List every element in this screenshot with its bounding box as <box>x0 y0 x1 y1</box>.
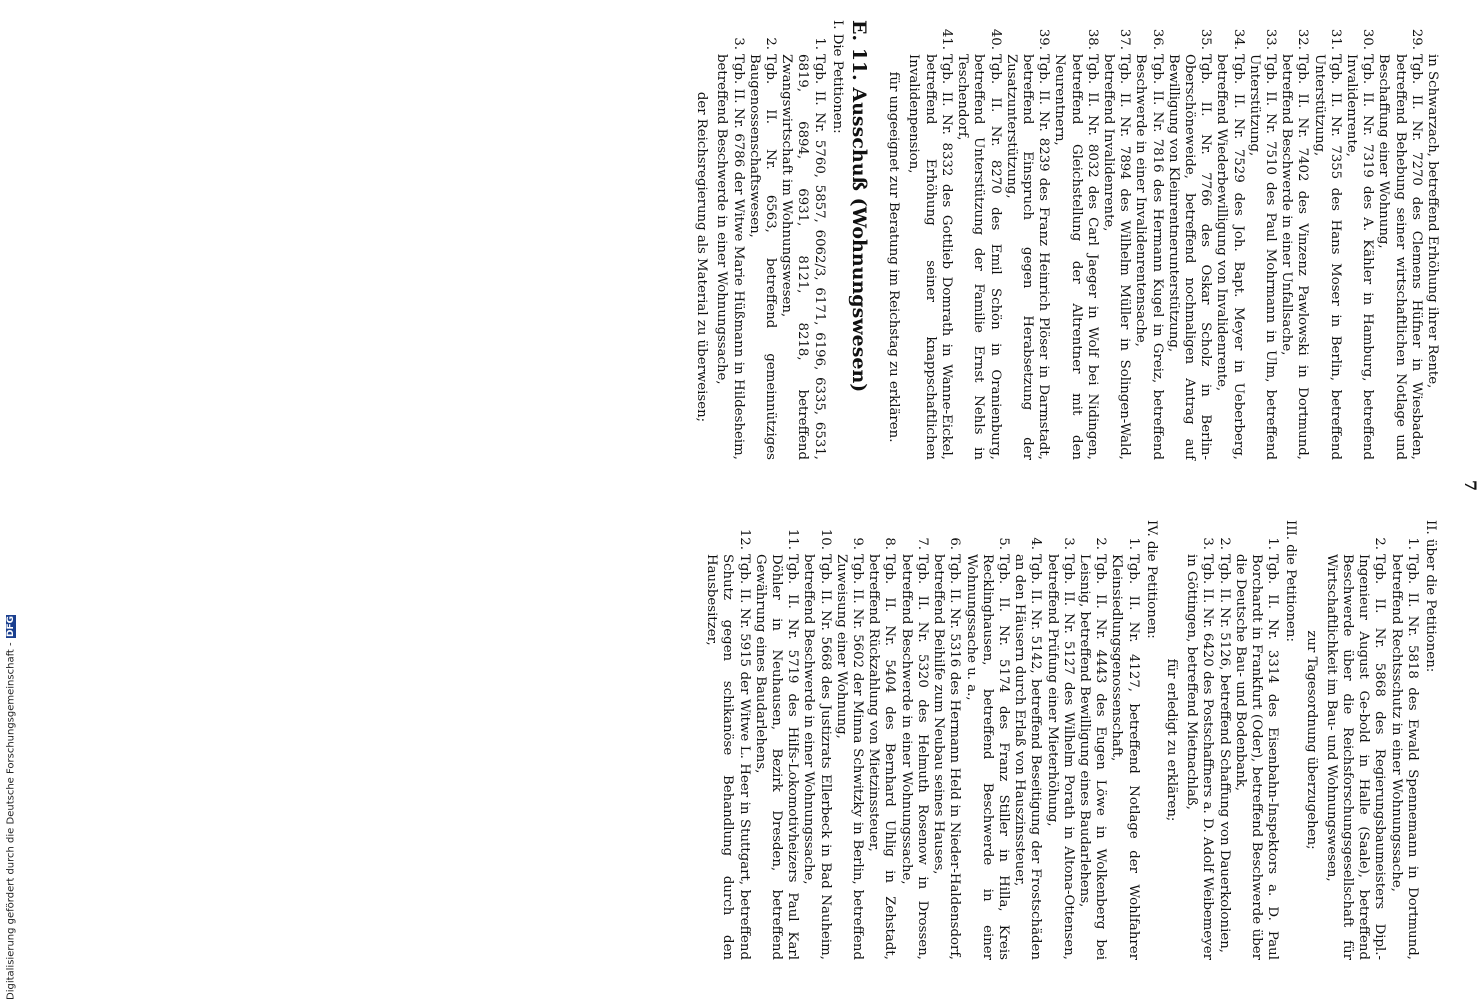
item-text: Tgb. II. Nr. 7816 des Hermann Kugel in Greiz, betreffend Beschwerde in einer Invalidenrentensache, <box>1133 54 1165 460</box>
right-items4-list <box>703 520 1140 960</box>
petition-item <box>1132 20 1164 460</box>
sidebar <box>0 0 22 1000</box>
item-text: Tgb. II. Nr. 6786 der Witwe Marie Hüßmann in Hildesheim, betreffend Beschwerde in einer Wohnungssache, <box>714 54 746 460</box>
item-text: Tgb. II. Nr. 4127, betreffend Notlage der Wohlfahrer Kleinsiedlungsgenossenschaft, <box>1109 554 1141 960</box>
item-number: 35. <box>1198 28 1214 50</box>
petition-item <box>1165 20 1214 460</box>
petition-item <box>1213 20 1245 460</box>
petition-item <box>954 20 1003 460</box>
item-text: Tgb. II. Nr. 6563, betreffend gemeinnütziges Baugenossenschaftswesen, <box>746 54 779 460</box>
item-number: 39. <box>1036 28 1052 50</box>
item-text: Tgb. II. Nr. 5868 des Regierungsbaumeisters Dipl.-Ingenieur August Ge-bold in Halle (Saale), betreffend Beschwerde über die Reichsforschungsgesellschaft für Wirtschaftlichkeit im Bau- und Wohnungswesen, <box>1323 554 1388 960</box>
item-number: 6. <box>947 537 963 550</box>
petition-item <box>778 20 827 460</box>
petition-item <box>865 520 897 960</box>
petition-item <box>1278 20 1310 460</box>
petition-item <box>898 520 930 960</box>
item-number: 33. <box>1262 28 1278 50</box>
petition-item <box>713 20 745 460</box>
item-text: Tgb. II. Nr. 7766 des Oskar Scholz in Berlin-Oberschöneweide, betreffend nochmaligen Antrag auf Bewilligung von Kleinrentnerunterstützung, <box>1165 54 1214 460</box>
item-number: 31. <box>1327 28 1343 50</box>
item-text: Tgb. II. Nr. 5602 der Minna Schwitzky in Berlin, betreffend Zuweisung einer Wohnung, <box>833 554 866 960</box>
item-text: Tgb. II. Nr. 7270 des Clemens Hüfner in Wiesbaden, betreffend Behebung seiner wirtschaftlichen Notlage und Beschaffung einer Wohnung, <box>1376 54 1424 460</box>
petition-item <box>1323 520 1388 960</box>
item-number: 32. <box>1295 28 1311 50</box>
item-number: 12. <box>736 528 752 550</box>
item-text: Tgb. II. Nr. 8270 des Emil Schön in Oranienburg, betreffend Unterstützung der Familie Ernst Nehls in Teschendorf, <box>955 54 1003 460</box>
closing-text-2: der Reichsregierung als Material zu überweisen; <box>694 91 710 423</box>
item-number: 2. <box>1216 537 1232 550</box>
item-number: 1. <box>1265 537 1281 550</box>
dfg-logo: DFG <box>6 616 16 638</box>
petition-item <box>1215 520 1231 960</box>
item-number: 7. <box>914 537 930 550</box>
section-heading: E. 11. Ausschuß (Wohnungswesen) <box>848 20 871 393</box>
closing-text: für ungeeignet zur Beratung im Reichstag zu erklären. <box>886 71 902 443</box>
item-text: Tgb. II. Nr. 5316 des Hermann Held in Nieder-Haldensdorf, betreffend Beihilfe zum Neubau seines Hauses, <box>931 554 963 960</box>
item-number: 2. <box>1093 537 1109 550</box>
item-text: Tgb. II. Nr. 8332 des Gottlieb Domrath in Wanne-Eickel, betreffend Erhöhung seiner knappschaftlichen Invalidenpension, <box>906 54 954 460</box>
petition-item <box>1343 20 1375 460</box>
section-ii-label: II. über die Petitionen: <box>1423 520 1438 673</box>
item-number: 36. <box>1149 28 1165 50</box>
item-text: Tgb. II. Nr. 7894 des Wilhelm Müller in Solingen-Wald, betreffend Invalidenrente, <box>1100 54 1133 460</box>
intro-line: in Schwarzach, betreffend Erhöhung ihrer Rente, <box>1425 54 1440 389</box>
item-text: Tgb. II. Nr. 7402 des Vinzenz Pawlowski in Dortmund, betreffend Beschwerde in einer Unfallsache, <box>1279 54 1311 460</box>
item-number: 4. <box>1028 537 1044 550</box>
item-text: Tgb. II. Nr. 5818 des Ewald Spennemann in Dortmund, betreffend Rechtsschutz in einer Wohnungssache, <box>1388 554 1420 960</box>
right-items-list <box>1323 520 1420 960</box>
item-number: 3. <box>730 37 746 50</box>
petition-item <box>930 520 962 960</box>
petition-item <box>703 520 752 960</box>
petition-item <box>833 520 865 960</box>
item-text: Tgb. II. Nr. 3314 des Eisenbahn-Inspektors a. D. Paul Borchardt in Frankfurt (Oder), betreffend Beschwerde über die Deutsche Bau- und Bodenbank, <box>1232 554 1281 960</box>
item-number: 41. <box>938 28 954 50</box>
petition-item <box>1043 520 1075 960</box>
item-text: Tgb. II. Nr. 5760, 5857, 6062/3, 6171, 6196, 6335, 6531, 6819, 6894, 6931, 8121, 8218, betreffend Zwangswirtschaft im Wohnungswesen, <box>779 54 827 460</box>
item-number: 30. <box>1360 28 1376 50</box>
left-items-list <box>905 20 1424 460</box>
petition-item <box>800 520 832 960</box>
item-text: Tgb. II. Nr. 4443 des Eugen Löwe in Wolkenberg bei Leisnig, betreffend Bewilligung eines Baudarlehens, <box>1076 554 1109 960</box>
item-number: 9. <box>850 537 866 550</box>
item-number: 1. <box>811 37 827 50</box>
item-text: Tgb. II. Nr. 5719 des Hilfs-Lokomotivheizers Paul Karl Döhler in Neuhausen, Bezirk Dresden, betreffend Gewährung eines Baudarlehens, <box>752 554 801 960</box>
petition-item <box>1108 520 1140 960</box>
petition-item <box>1246 20 1278 460</box>
item-number: 3. <box>1200 537 1216 550</box>
petition-item <box>752 520 801 960</box>
item-number: 40. <box>987 28 1003 50</box>
item-number: 29. <box>1408 28 1424 50</box>
petition-item <box>1232 520 1281 960</box>
item-text: Tgb. II. Nr. 6420 des Postschaffners a. D. Adolf Weibemeyer in Göttingen, betreffend Mietnachlaß, <box>1184 554 1216 960</box>
page-number: 7 <box>1461 480 1480 492</box>
funding-text: Digitalisierung gefördert durch die Deutsche Forschungsgemeinschaft - <box>5 642 17 1000</box>
item-text: Tgb. II. Nr. 5404 des Bernhard Uhlig in Zehstadt, betreffend Rückzahlung von Mietzinssteuer, <box>866 554 898 960</box>
rotated-page <box>46 0 1480 1000</box>
petition-item <box>1003 20 1052 460</box>
item-text: Tgb. II. Nr. 5915 der Witwe L. Heer in Stuttgart, betreffend Schutz gegen schikanöse Behandlung durch den Hausbesitzer, <box>704 554 752 960</box>
right-column <box>703 520 1440 960</box>
right-items3-list <box>1183 520 1280 960</box>
tagesordnung-text: zur Tagesordnung überzugehen; <box>1303 630 1319 850</box>
funding-note <box>2 0 20 1000</box>
petition-item <box>746 20 778 460</box>
item-number: 8. <box>882 537 898 550</box>
item-text: Tgb. II. Nr. 7529 des Joh. Bapt. Meyer in Ueberberg, betreffend Wiederbewilligung von Invalidenrente, <box>1214 54 1246 460</box>
item-number: 11. <box>785 528 801 550</box>
item-number: 2. <box>1372 537 1388 550</box>
item-number: 37. <box>1117 28 1133 50</box>
item-number: 5. <box>995 537 1011 550</box>
item-number: 34. <box>1230 28 1246 50</box>
item-text: Tgb. II. Nr. 5127 des Wilhelm Porath in Altona-Ottensen, betreffend Prüfung einer Mieterhöhung, <box>1044 554 1076 960</box>
petition-item <box>1011 520 1043 960</box>
item-text: Tgb. II. Nr. 5142, betreffend Beseitigung der Frostschäden an den Häusern durch Erlaß von Hauszinssteuer, <box>1012 554 1044 960</box>
petition-item <box>1076 520 1108 960</box>
item-number: 2. <box>763 37 779 50</box>
left-column <box>689 20 1440 460</box>
petition-item <box>905 20 954 460</box>
section-i-label: I. Die Petitionen: <box>829 20 845 134</box>
section-iv-label: IV. die Petitionen: <box>1143 520 1159 639</box>
item-text: Tgb. II. Nr. 5320 des Helmuth Rosenow in Drossen, betreffend Beschwerde in einer Wohnungssache, <box>898 554 930 960</box>
item-number: 10. <box>817 528 833 550</box>
petition-item <box>1310 20 1342 460</box>
item-text: Tgb. II. Nr. 7319 des A. Kähler in Hamburg, betreffend Invalidenrente, <box>1343 54 1376 460</box>
item-text: Tgb. II. Nr. 5174 des Franz Stiller in Hilla, Kreis Recklinghausen, betreffend Beschwerde in einer Wohnungssache u. a., <box>963 554 1011 960</box>
item-number: 1. <box>1404 537 1420 550</box>
item-number: 1. <box>1125 537 1141 550</box>
petition-item <box>962 520 1011 960</box>
item-text: Tgb. II. Nr. 5668 des Justizrats Ellerbeck in Bad Nauheim, betreffend Beschwerde in einer Wohnungssache, <box>801 554 833 960</box>
petition-item <box>1375 20 1424 460</box>
petition-item <box>1051 20 1100 460</box>
item-text: Tgb. II. Nr. 7510 des Paul Mohrmann in Ulm, betreffend Unterstützung, <box>1246 54 1278 460</box>
section-iii-label: III. die Petitionen: <box>1283 520 1299 642</box>
item-number: 38. <box>1084 28 1100 50</box>
left-items2-list <box>713 20 826 460</box>
page-content <box>280 0 1480 1000</box>
item-text: Tgb. II. Nr. 5126, betreffend Schaffung von Dauerkolonien, <box>1216 554 1232 953</box>
erledigt-text: für erledigt zu erklären; <box>1163 658 1179 822</box>
petition-item <box>1100 20 1132 460</box>
petition-item <box>1183 520 1215 960</box>
item-text: Tgb. II. Nr. 8032 des Carl Jaeger in Wolf bei Nidingen, betreffend Gleichstellung der Altrentner mit den Neurentnern, <box>1052 54 1100 460</box>
item-text: Tgb. II. Nr. 8239 des Franz Heinrich Plöser in Darmstadt, betreffend Einspruch gegen Herabsetzung der Zusatzunterstützung, <box>1003 54 1052 460</box>
petition-item <box>1387 520 1419 960</box>
item-number: 3. <box>1060 537 1076 550</box>
item-text: Tgb. II. Nr. 7355 des Hans Moser in Berlin, betreffend Unterstützung, <box>1311 54 1343 460</box>
